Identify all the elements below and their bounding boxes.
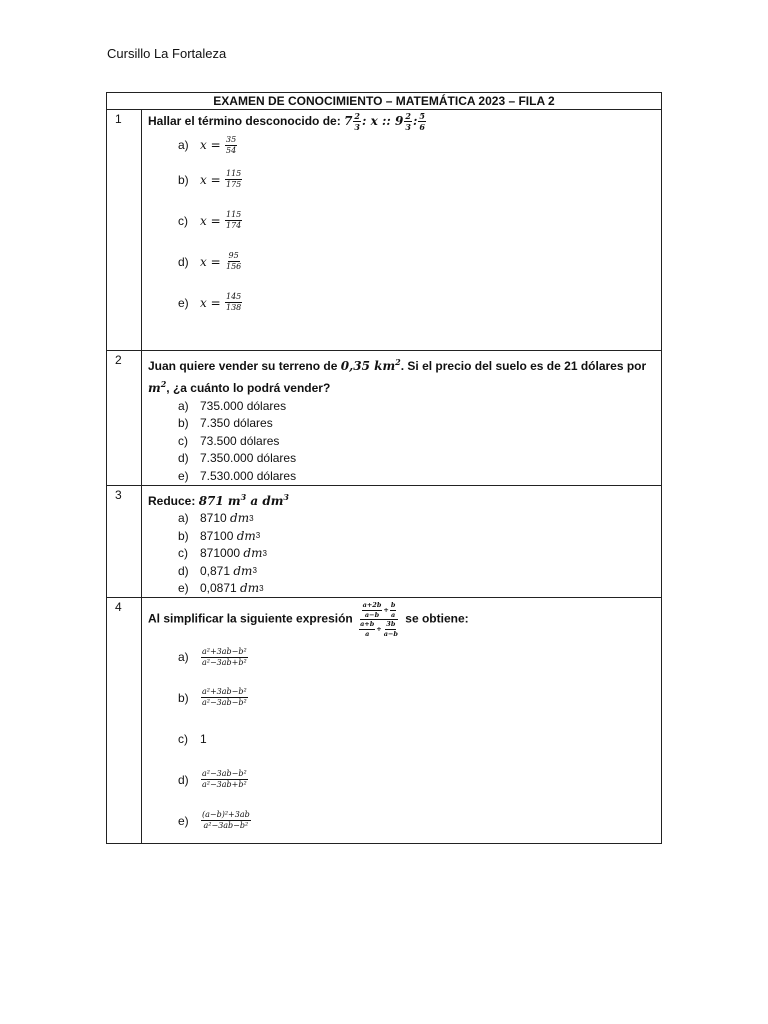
option-b[interactable]: b) 87100 dm 3 <box>178 528 261 543</box>
option-d[interactable]: d) 7.350.000 dólares <box>178 451 297 466</box>
option-e[interactable]: e) x = $\frac{145}{138}$ <box>178 292 242 312</box>
option-b[interactable]: b) 7.350 dólares <box>178 416 273 431</box>
question-content <box>142 110 662 351</box>
options-list <box>148 397 655 485</box>
option-b[interactable]: b) x = $\frac{115}{175}$ <box>178 169 242 189</box>
question-row <box>107 351 662 486</box>
question-row <box>107 110 662 351</box>
option-a[interactable]: a) 735.000 dólares <box>178 398 287 413</box>
question-prompt: Hallar el término desconocido de: 7 $\frac{2}{3}$ : x :: 9 $\frac{2}{3}$ : $\frac{5}{6}$ <box>148 111 425 132</box>
option-d[interactable]: d) x = $\frac{95}{156}$ <box>178 251 242 271</box>
question-prompt: Reduce: 871 $m^3$ a $dm^3$ <box>148 491 289 508</box>
option-a[interactable]: a) x = $\frac{35}{54}$ <box>178 134 237 155</box>
options-list <box>148 510 655 598</box>
option-c[interactable]: c) x = $\frac{115}{174}$ <box>178 210 242 230</box>
question-number: 2 <box>107 351 142 486</box>
question-row <box>107 485 662 598</box>
options-list <box>148 131 655 323</box>
option-c[interactable]: c) 73.500 dólares <box>178 433 280 448</box>
exam-table <box>106 92 662 844</box>
exam-title: EXAMEN DE CONOCIMIENTO – MATEMÁTICA 2023 – FILA 2 <box>107 93 662 110</box>
option-c[interactable]: c) 871000 dm 3 <box>178 546 267 561</box>
option-d[interactable]: d) 0,871 dm 3 <box>178 563 257 578</box>
options-list <box>148 637 655 841</box>
proportion-expression: 7 $\frac{2}{3}$ : x :: 9 $\frac{2}{3}$ : $\frac{5}{6}$ <box>344 111 425 132</box>
question-number: 3 <box>107 485 142 598</box>
question-prompt: Al simplificar la siguiente expresión $\frac{a+2b}{a-b}$ + $\frac{b}{a}$ $\frac{a+b}{a}$ + $\frac{3b}{a-b}$ se obtiene: <box>148 601 469 638</box>
option-a[interactable]: a) $\frac{\text{a²+3ab−b²}}{\text{a²−3ab+b²}}$ <box>178 646 247 667</box>
option-e[interactable]: e) $\frac{\text{(a−b)²+3ab}}{\text{a²−3ab−b²}}$ <box>178 810 250 830</box>
complex-fraction: $\frac{a+2b}{a-b}$ + $\frac{b}{a}$ $\frac{a+b}{a}$ + $\frac{3b}{a-b}$ <box>360 601 398 638</box>
option-a[interactable]: a) 8710 dm 3 <box>178 511 254 526</box>
question-row <box>107 598 662 844</box>
option-e[interactable]: e) 0,0871 dm 3 <box>178 581 264 596</box>
question-number: 4 <box>107 598 142 844</box>
question-content <box>142 598 662 844</box>
option-b[interactable]: b) $\frac{\text{a²+3ab−b²}}{\text{a²−3ab−b²}}$ <box>178 687 247 707</box>
question-content <box>142 485 662 598</box>
question-content <box>142 351 662 486</box>
school-name: Cursillo La Fortaleza <box>107 46 227 61</box>
option-c[interactable]: c) 1 <box>178 731 207 746</box>
option-e[interactable]: e) 7.530.000 dólares <box>178 468 297 483</box>
option-d[interactable]: d) $\frac{\text{a²−3ab−b²}}{\text{a²−3ab+b²}}$ <box>178 769 247 789</box>
question-prompt: Juan quiere vender su terreno de 0,35 $km^2$. Si el precio del suelo es de 21 dólares por $m^2$, ¿a cuánto lo podrá vender? <box>148 357 647 395</box>
question-number: 1 <box>107 110 142 351</box>
